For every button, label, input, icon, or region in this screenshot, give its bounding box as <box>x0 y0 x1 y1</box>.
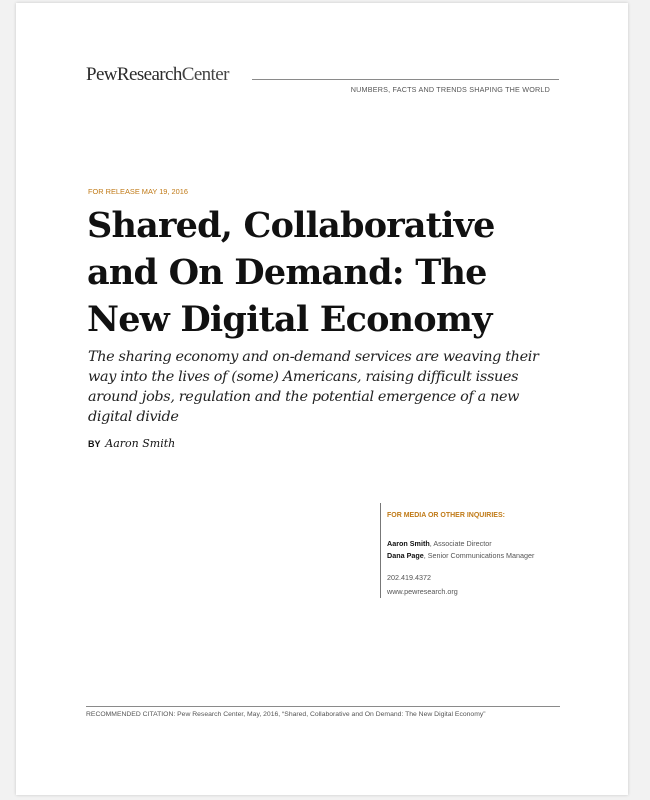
byline <box>88 437 175 450</box>
recommended-citation: RECOMMENDED CITATION: Pew Research Center, May, 2016, “Shared, Collaborative and On Demand: The New Digital Economy” <box>86 711 486 718</box>
logo-text-center: Center <box>181 64 229 85</box>
byline-author: Aaron Smith <box>105 437 176 450</box>
contact-website: www.pewresearch.org <box>387 587 458 596</box>
contact-heading: FOR MEDIA OR OTHER INQUIRIES: <box>387 512 505 519</box>
document-page <box>16 3 628 795</box>
release-date: FOR RELEASE MAY 19, 2016 <box>88 187 188 196</box>
pew-logo <box>86 64 229 86</box>
contact-person <box>387 551 534 560</box>
report-title: Shared, Collaborative and On Demand: The New Digital Economy <box>87 205 495 340</box>
contact-name: Dana Page <box>387 551 424 560</box>
report-subtitle: The sharing economy and on-demand services are weaving their way into the lives of (some) Americans, raising difficult issues around jobs, regulation and the potential emergence of a new digital divide <box>88 349 539 425</box>
header-divider <box>252 79 559 80</box>
contact-phone: 202.419.4372 <box>387 573 431 582</box>
contact-role: , Associate Director <box>429 539 492 548</box>
logo-text-pew-research: PewResearch <box>86 64 182 85</box>
footer-divider <box>86 706 560 707</box>
byline-prefix: BY <box>88 439 101 449</box>
contact-name: Aaron Smith <box>387 539 430 548</box>
tagline: NUMBERS, FACTS AND TRENDS SHAPING THE WORLD <box>350 85 550 94</box>
contact-person <box>387 539 492 548</box>
contact-role: , Senior Communications Manager <box>423 551 535 560</box>
media-contact-box <box>380 503 561 598</box>
